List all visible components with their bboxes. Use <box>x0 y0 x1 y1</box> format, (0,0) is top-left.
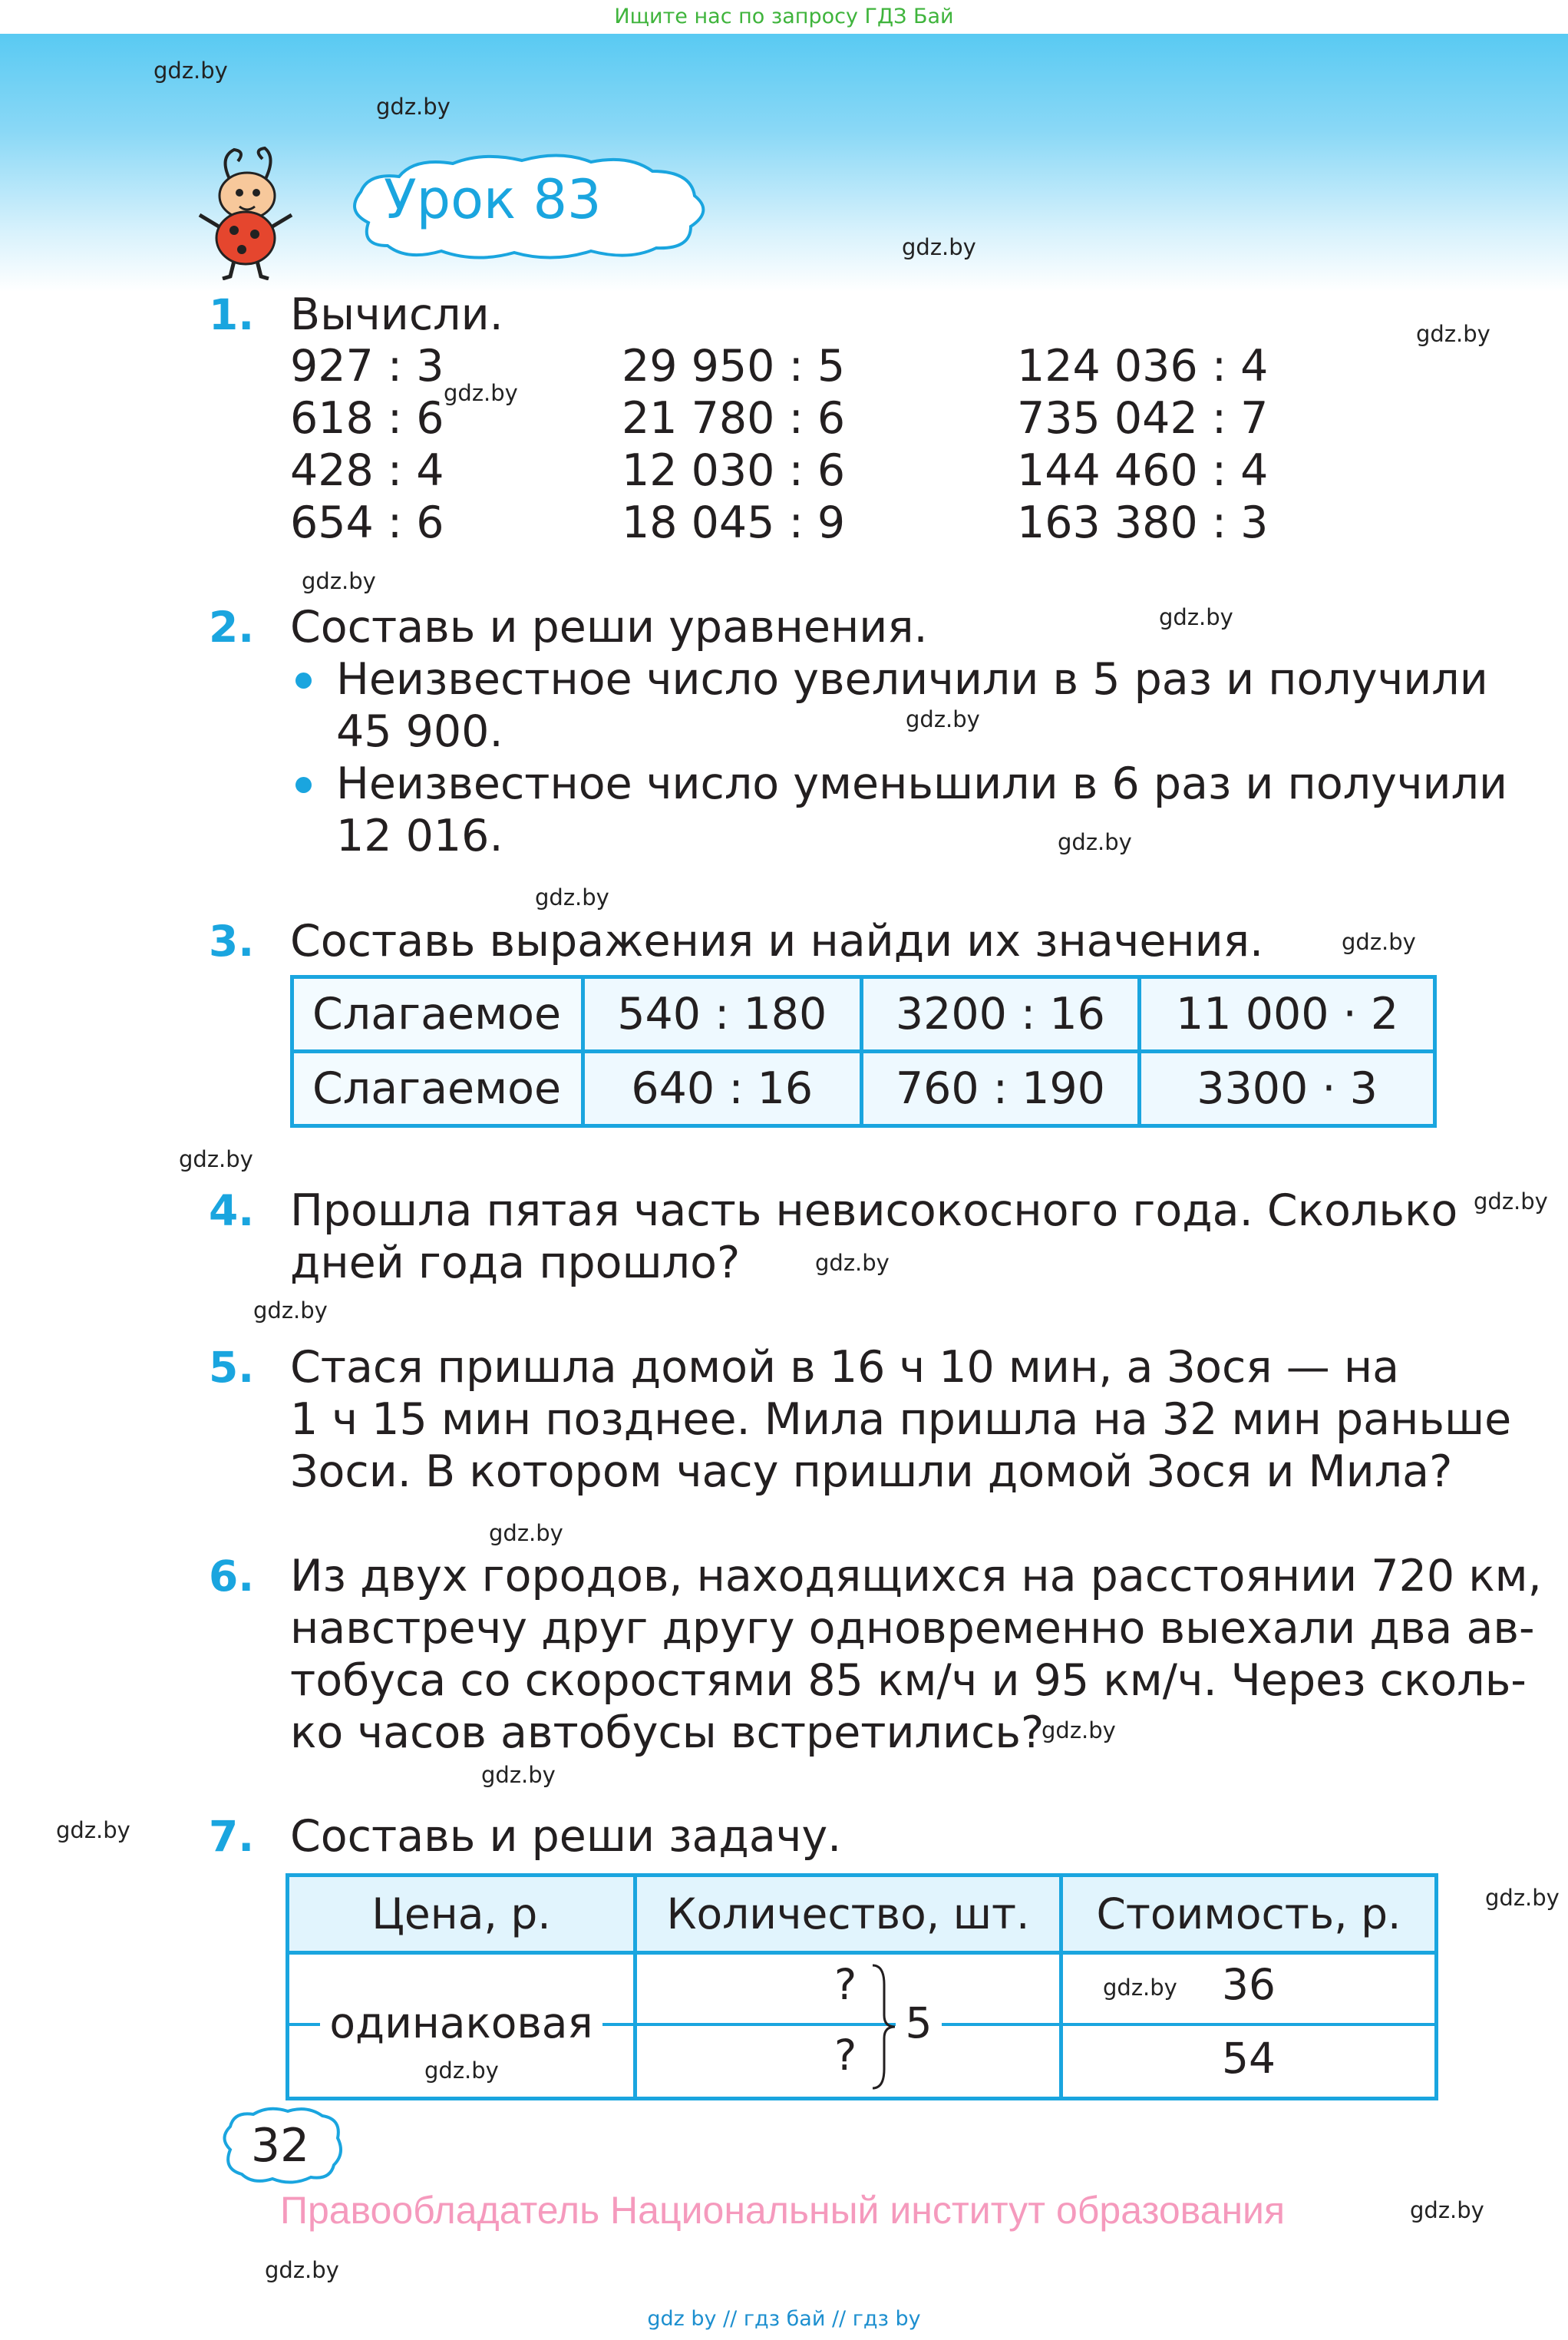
watermark: gdz.by <box>906 706 980 732</box>
watermark: gdz.by <box>481 1762 556 1788</box>
rights-holder-text: Правообладатель Национальный институт образования <box>280 2189 1286 2232</box>
task1-item: 654 : 6 <box>290 497 444 548</box>
task5-text: Зоси. В котором часу пришли домой Зося и Мила? <box>290 1446 1453 1497</box>
watermark: gdz.by <box>815 1250 890 1276</box>
table-cell: 11 000 · 2 <box>1140 977 1435 1052</box>
quantity-cell: ? <box>834 2031 857 2080</box>
watermark: gdz.by <box>489 1520 563 1546</box>
page-number: 32 <box>250 2119 310 2173</box>
table-cell: Слагаемое <box>292 977 583 1052</box>
watermark: gdz.by <box>535 884 609 911</box>
task-number: 4. <box>209 1186 255 1235</box>
ladybug-mascot-icon <box>192 142 307 280</box>
watermark: gdz.by <box>253 1297 328 1324</box>
top-banner[interactable]: Ищите нас по запросу ГДЗ Бай <box>0 0 1568 34</box>
table-row <box>292 1052 1435 1126</box>
task1-text: Вычисли. <box>290 289 503 340</box>
quantity-cell: ? <box>834 1960 857 2009</box>
watermark: gdz.by <box>153 58 228 84</box>
watermark: gdz.by <box>302 568 376 594</box>
watermark: gdz.by <box>424 2057 499 2084</box>
task1-item: 12 030 : 6 <box>622 445 846 496</box>
task6-text: тобуса со скоростями 85 км/ч и 95 км/ч. Через сколь- <box>290 1655 1527 1706</box>
watermark: gdz.by <box>376 94 451 120</box>
column-header: Стоимость, р. <box>1096 1889 1401 1938</box>
task-number: 5. <box>209 1343 255 1392</box>
table-cell: 760 : 190 <box>861 1052 1140 1126</box>
task7-table <box>286 1873 1438 2100</box>
table-row <box>292 977 1435 1052</box>
watermark: gdz.by <box>444 380 518 406</box>
quantity-total: 5 <box>896 1992 942 2054</box>
task6-text: Из двух городов, находящихся на расстоянии 720 км, <box>290 1551 1542 1601</box>
cost-cell: 36 <box>1222 1960 1276 2009</box>
watermark: gdz.by <box>179 1146 253 1172</box>
brace-icon <box>869 1962 900 2092</box>
table-cell: 3200 : 16 <box>861 977 1140 1052</box>
task6-text: навстречу друг другу одновременно выехали два ав- <box>290 1603 1535 1654</box>
column-header: Цена, р. <box>371 1889 551 1938</box>
table-cell: 3300 · 3 <box>1140 1052 1435 1126</box>
watermark: gdz.by <box>1485 1885 1560 1911</box>
task1-item: 21 780 : 6 <box>622 393 846 444</box>
task1-item: 927 : 3 <box>290 341 444 392</box>
table-cell: Слагаемое <box>292 1052 583 1126</box>
watermark: gdz.by <box>1041 1717 1116 1743</box>
task1-item: 144 460 : 4 <box>1017 445 1269 496</box>
table-cell: 540 : 180 <box>583 977 862 1052</box>
task5-text: Стася пришла домой в 16 ч 10 мин, а Зося — на <box>290 1342 1400 1393</box>
task2-bullet-text: Неизвестное число уменьшили в 6 раз и получили <box>336 759 1508 809</box>
column-header: Количество, шт. <box>666 1889 1030 1938</box>
task4-text: Прошла пятая часть невисокосного года. Сколько <box>290 1185 1458 1236</box>
task4-text: дней года прошло? <box>290 1238 741 1288</box>
task1-item: 163 380 : 3 <box>1017 497 1269 548</box>
task2-bullet-text: 45 900. <box>336 706 503 757</box>
price-cell: одинаковая <box>320 1992 602 2054</box>
task-number: 2. <box>209 603 255 652</box>
task1-item: 735 042 : 7 <box>1017 393 1269 444</box>
task1-item: 29 950 : 5 <box>622 341 846 392</box>
task6-text: ко часов автобусы встретились? <box>290 1707 1045 1758</box>
task1-item: 124 036 : 4 <box>1017 341 1269 392</box>
watermark: gdz.by <box>1342 929 1416 955</box>
bullet-icon <box>295 777 312 793</box>
task-number: 7. <box>209 1812 255 1861</box>
task1-item: 18 045 : 9 <box>622 497 846 548</box>
task2-text: Составь и реши уравнения. <box>290 602 928 653</box>
watermark: gdz.by <box>1410 2197 1484 2223</box>
bottom-links[interactable]: gdz by // гдз бай // гдз by <box>647 2307 921 2331</box>
task1-item: 618 : 6 <box>290 393 444 444</box>
task7-text: Составь и реши задачу. <box>290 1811 842 1862</box>
task2-bullet-text: 12 016. <box>336 811 503 861</box>
cost-cell: 54 <box>1222 2034 1276 2083</box>
task5-text: 1 ч 15 мин позднее. Мила пришла на 32 мин раньше <box>290 1394 1512 1445</box>
task2-bullet-text: Неизвестное число увеличили в 5 раз и получили <box>336 654 1488 705</box>
watermark: gdz.by <box>1103 1975 1177 2001</box>
watermark: gdz.by <box>1416 321 1490 347</box>
task-number: 6. <box>209 1552 255 1601</box>
lesson-title: Урок 83 <box>384 168 602 231</box>
task3-table <box>290 975 1437 1128</box>
task3-text: Составь выражения и найди их значения. <box>290 916 1264 967</box>
watermark: gdz.by <box>265 2257 339 2283</box>
watermark: gdz.by <box>1058 829 1132 855</box>
watermark: gdz.by <box>56 1817 130 1843</box>
task1-item: 428 : 4 <box>290 445 444 496</box>
task-number: 3. <box>209 917 255 966</box>
bullet-icon <box>295 673 312 689</box>
task-number: 1. <box>209 290 255 339</box>
table-cell: 640 : 16 <box>583 1052 862 1126</box>
watermark: gdz.by <box>1159 604 1233 630</box>
watermark: gdz.by <box>902 234 976 260</box>
watermark: gdz.by <box>1474 1188 1548 1215</box>
